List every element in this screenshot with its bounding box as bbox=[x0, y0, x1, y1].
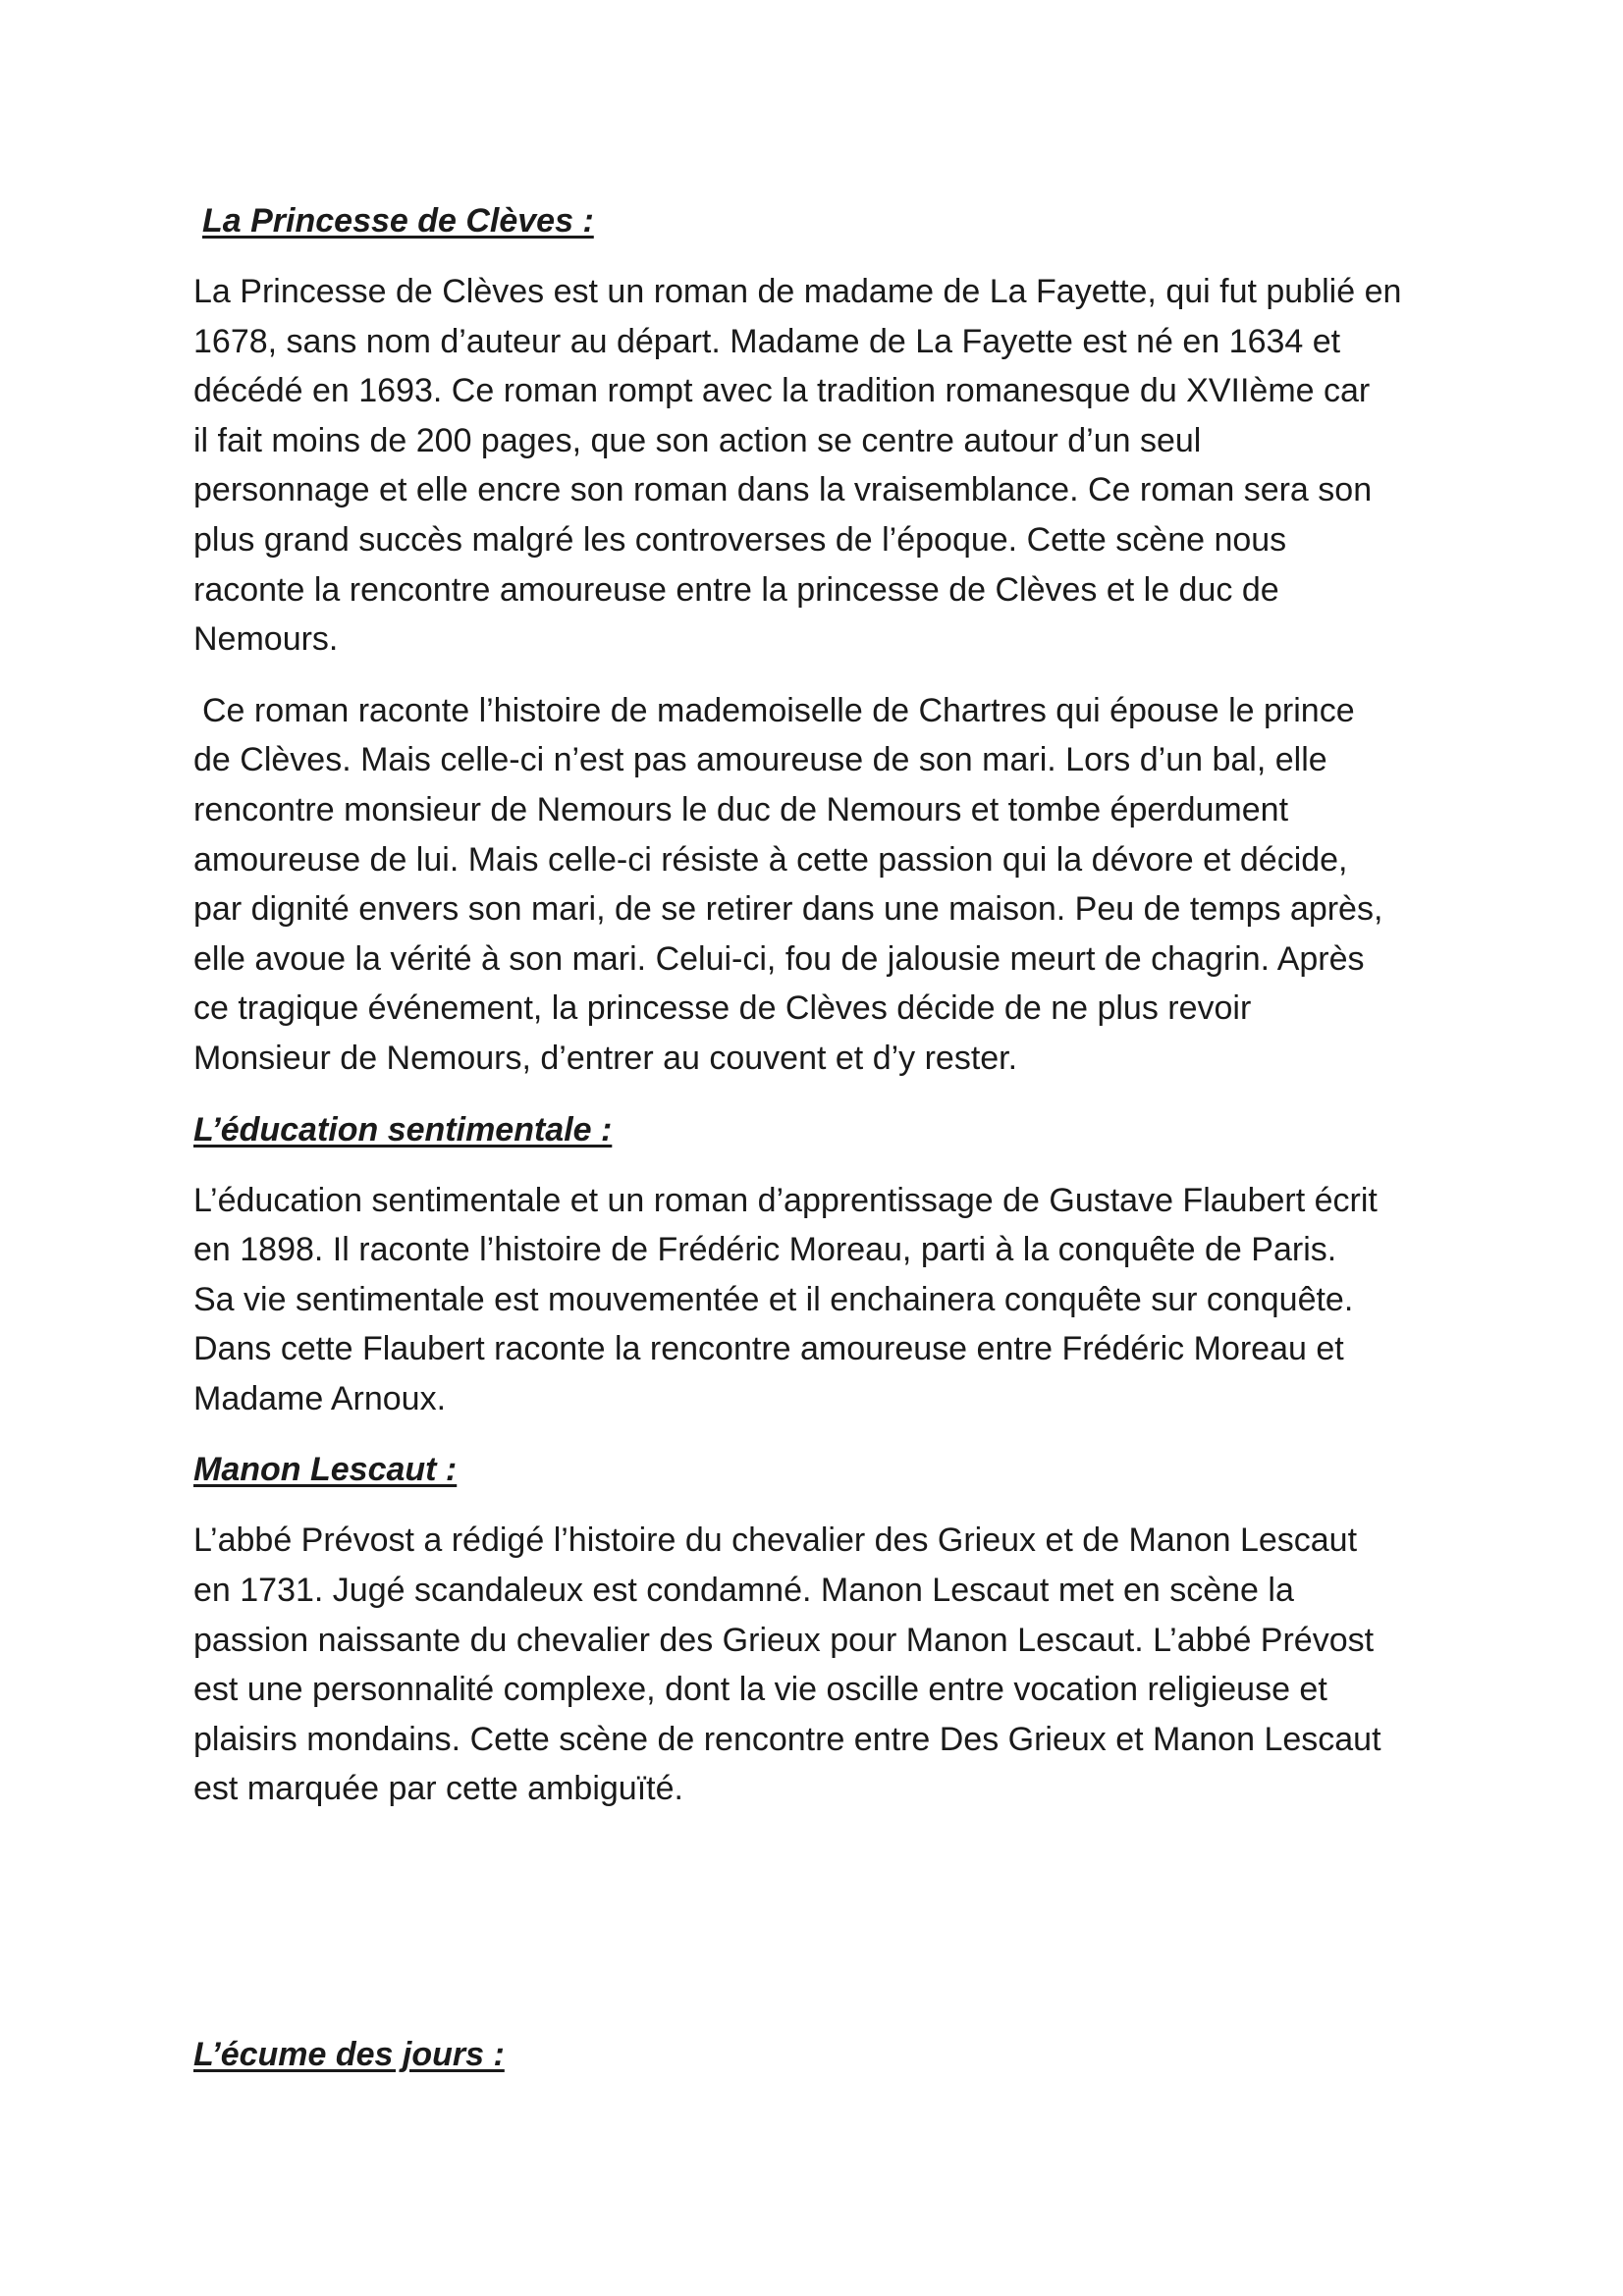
text-line: plus grand succès malgré les controverses de l’époque. Cette scène nous bbox=[193, 520, 1287, 559]
paragraph-princesse-intro bbox=[193, 267, 1440, 665]
text-line: L’éducation sentimentale et un roman d’apprentissage de Gustave Flaubert écrit bbox=[193, 1181, 1378, 1219]
text-line: Madame Arnoux. bbox=[193, 1379, 447, 1417]
section-heading-manon: Manon Lescaut : bbox=[193, 1451, 458, 1489]
text-line: ce tragique événement, la princesse de Clèves décide de ne plus revoir bbox=[193, 989, 1252, 1028]
section-heading-princesse: La Princesse de Clèves : bbox=[202, 202, 594, 240]
text-line: est une personnalité complexe, dont la vie oscille entre vocation religieuse et bbox=[193, 1671, 1327, 1709]
text-line: passion naissante du chevalier des Grieux pour Manon Lescaut. L’abbé Prévost bbox=[193, 1621, 1375, 1659]
text-line: Sa vie sentimentale est mouvementée et il enchainera conquête sur conquête. bbox=[193, 1280, 1354, 1318]
text-line: en 1731. Jugé scandaleux est condamné. Manon Lescaut met en scène la bbox=[193, 1572, 1294, 1610]
text-line: personnage et elle encre son roman dans la vraisemblance. Ce roman sera son bbox=[193, 471, 1373, 509]
text-line: Monsieur de Nemours, d’entrer au couvent et d’y rester. bbox=[193, 1039, 1018, 1077]
text-line: rencontre monsieur de Nemours le duc de Nemours et tombe éperdument bbox=[193, 790, 1289, 828]
text-line: est marquée par cette ambiguïté. bbox=[193, 1770, 683, 1808]
text-line: La Princesse de Clèves est un roman de madame de La Fayette, qui fut publié en bbox=[193, 273, 1402, 310]
text-line: Dans cette Flaubert raconte la rencontre amoureuse entre Frédéric Moreau et bbox=[193, 1330, 1344, 1368]
section-heading-education: L’éducation sentimentale : bbox=[193, 1110, 613, 1148]
blank-space bbox=[193, 1836, 1440, 2030]
text-line: amoureuse de lui. Mais celle-ci résiste à cette passion qui la dévore et décide, bbox=[193, 840, 1348, 879]
text-line: raconte la rencontre amoureuse entre la princesse de Clèves et le duc de bbox=[193, 570, 1279, 609]
text-line: Nemours. bbox=[193, 620, 339, 659]
text-line: de Clèves. Mais celle-ci n’est pas amoureuse de son mari. Lors d’un bal, elle bbox=[193, 741, 1327, 779]
text-line: L’abbé Prévost a rédigé l’histoire du chevalier des Grieux et de Manon Lescaut bbox=[193, 1522, 1358, 1560]
paragraph-education bbox=[193, 1176, 1440, 1424]
text-line: en 1898. Il raconte l’histoire de Frédéric Moreau, parti à la conquête de Paris. bbox=[193, 1231, 1337, 1269]
paragraph-princesse-summary bbox=[193, 686, 1440, 1084]
section-heading-ecume: L’écume des jours : bbox=[193, 2036, 505, 2074]
document-page bbox=[193, 196, 1440, 2101]
text-line: plaisirs mondains. Cette scène de rencontre entre Des Grieux et Manon Lescaut bbox=[193, 1720, 1381, 1758]
text-line: décédé en 1693. Ce roman rompt avec la tradition romanesque du XVIIème car bbox=[193, 372, 1371, 410]
text-line: Ce roman raconte l’histoire de mademoiselle de Chartres qui épouse le prince bbox=[202, 691, 1355, 729]
text-line: elle avoue la vérité à son mari. Celui-ci, fou de jalousie meurt de chagrin. Après bbox=[193, 939, 1365, 978]
text-line: par dignité envers son mari, de se retirer dans une maison. Peu de temps après, bbox=[193, 890, 1383, 929]
paragraph-manon bbox=[193, 1516, 1440, 1814]
text-line: 1678, sans nom d’auteur au départ. Madame de La Fayette est né en 1634 et bbox=[193, 322, 1341, 360]
text-line: il fait moins de 200 pages, que son action se centre autour d’un seul bbox=[193, 421, 1202, 459]
